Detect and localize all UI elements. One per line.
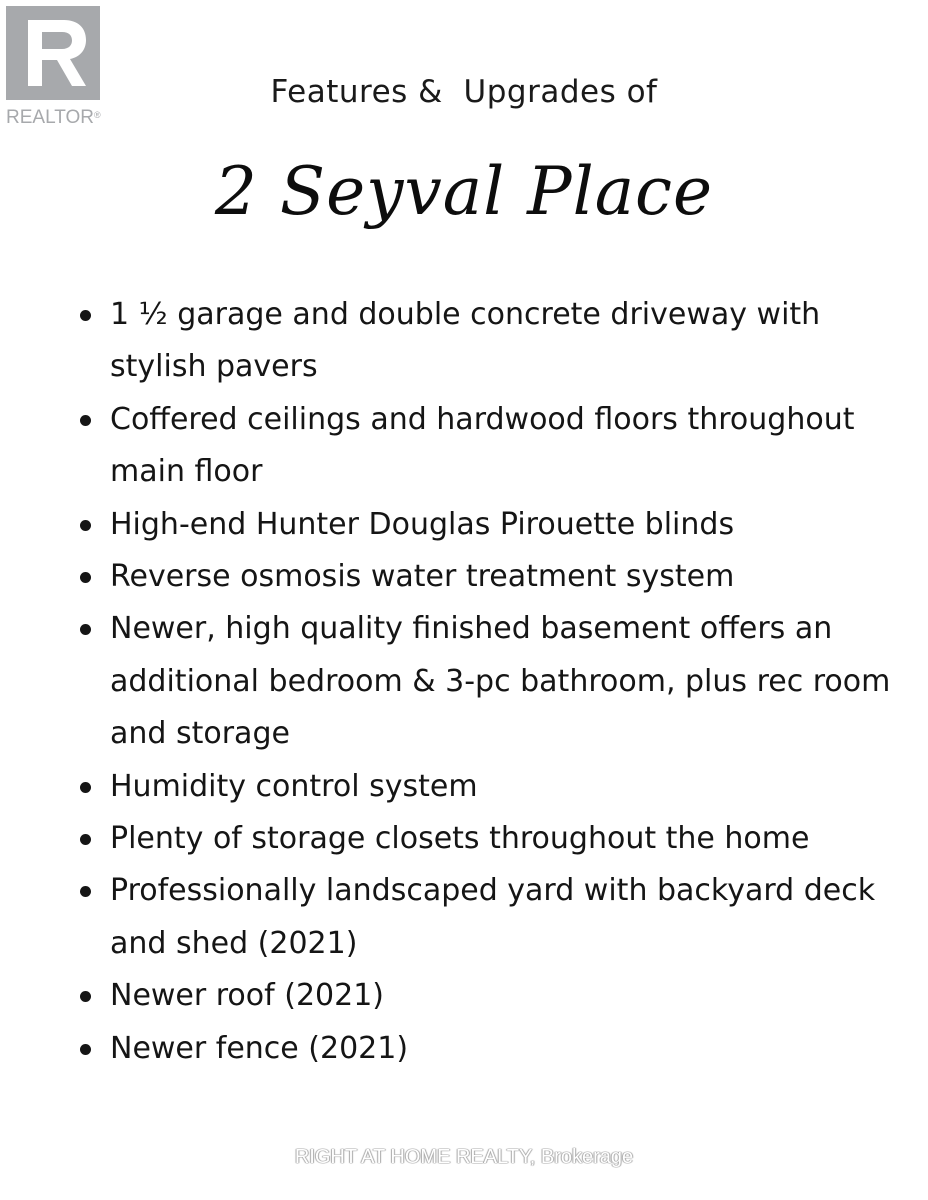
features-list [110,289,900,1075]
list-item-text: High-end Hunter Douglas Pirouette blinds [110,506,735,542]
list-item-text: Plenty of storage closets throughout the home [110,821,810,857]
bullet-icon [80,415,91,426]
list-item [110,551,900,603]
list-item-text: Humidity control system [110,768,478,804]
bullet-icon [80,834,91,845]
list-item-text: Newer, high quality finished basement offers an additional bedroom & 3-pc bathroom, plus rec room and storage [110,611,891,752]
bullet-icon [80,991,91,1002]
list-item-text: Newer roof (2021) [110,978,384,1014]
list-item-text: 1 ½ garage and double concrete driveway with stylish pavers [110,297,821,385]
page-subtitle: Features & Upgrades of [270,74,658,110]
page-title: 2 Seyval Place [214,153,714,230]
realtor-wordmark: REALTOR® [6,107,101,128]
list-item-text: Professionally landscaped yard with backyard deck and shed (2021) [110,873,876,961]
bullet-icon [80,886,91,897]
list-item [110,865,900,970]
list-item [110,813,900,865]
list-item [110,1023,900,1075]
list-item [110,761,900,813]
list-item-text: Reverse osmosis water treatment system [110,559,735,595]
bullet-icon [80,572,91,583]
bullet-icon [80,782,91,793]
bullet-icon [80,310,91,321]
list-item [110,394,900,499]
list-item [110,603,900,760]
list-item [110,289,900,394]
brokerage-watermark: RIGHT AT HOME REALTY, Brokerage [294,1146,634,1168]
list-item-text: Coffered ceilings and hardwood floors throughout main floor [110,401,855,490]
list-item-text: Newer fence (2021) [110,1030,409,1066]
bullet-icon [80,1044,91,1055]
bullet-icon [80,520,91,531]
bullet-icon [80,624,91,635]
list-item [110,499,900,551]
list-item [110,970,900,1022]
